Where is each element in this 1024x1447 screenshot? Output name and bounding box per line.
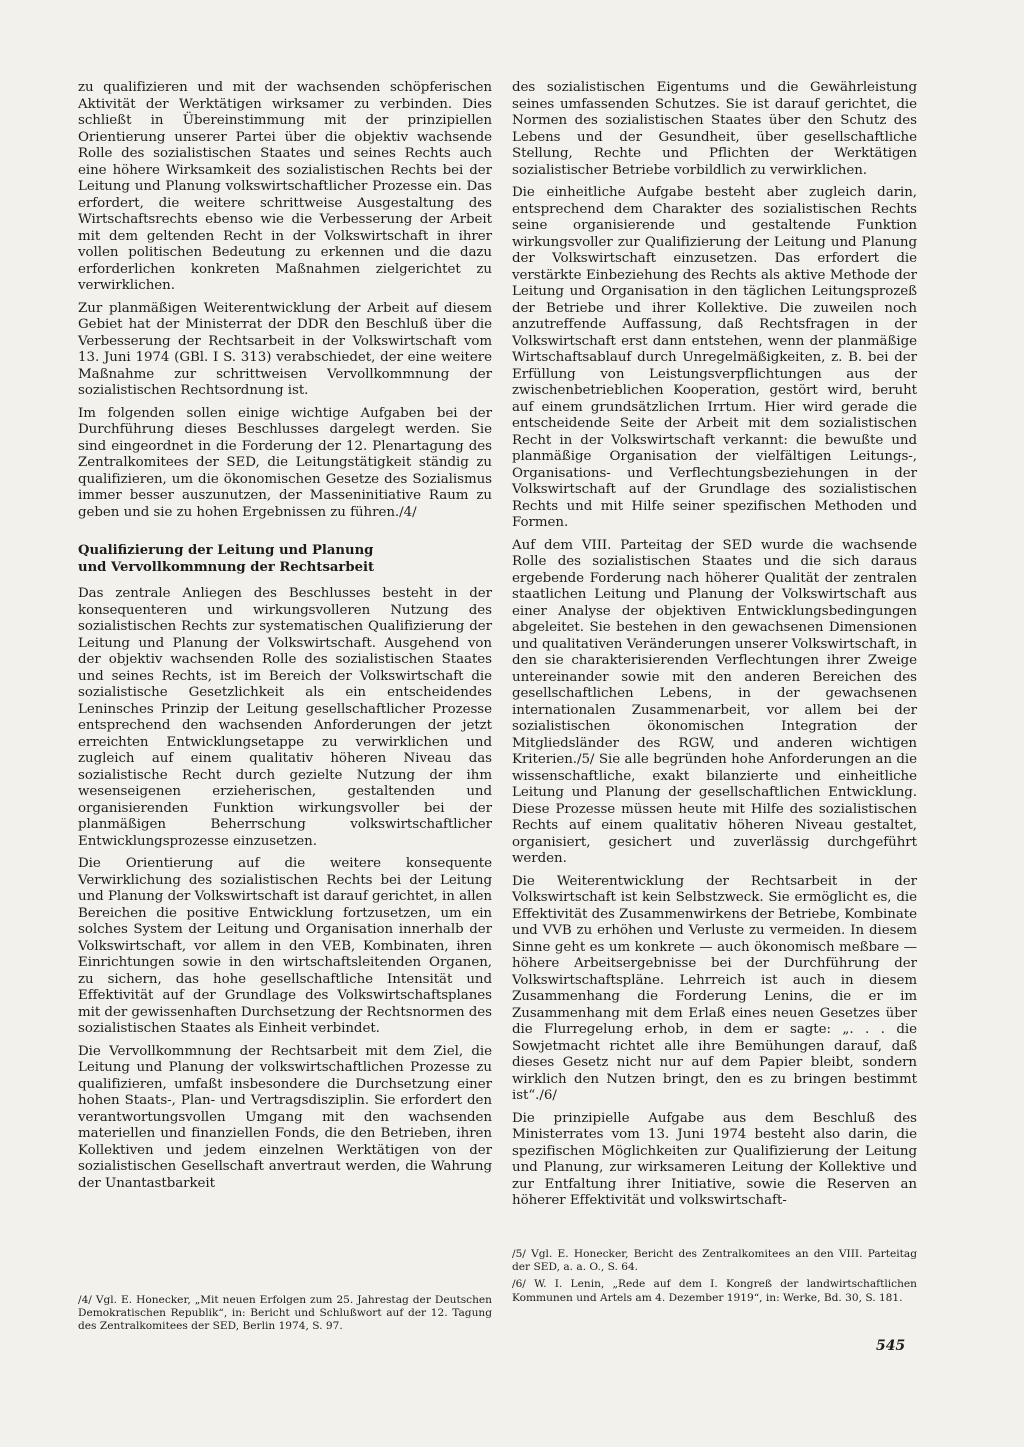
body-paragraph: zu qualifizieren und mit der wachsenden schöpferischen Aktivität der Werktätigen wirksamer zu verbinden. Dies schließt in Übereinstimmung mit der prinzipiellen Orientierung unserer Partei über die objektiv wachsende Rolle des sozialistischen Staates und seines Rechts auch eine höhere Wirksamkeit des sozialistischen Rechts bei der Leitung und Planung volkswirtschaftlicher Prozesse ein. Das erfordert, die weitere schrittweise Ausgestaltung des Wirtschaftsrechts ebenso wie die Verbesserung der Arbeit mit dem geltenden Recht in der Volkswirtschaft in ihrer vollen politischen Bedeutung zu erkennen und die dazu erforderlichen konkreten Maßnahmen zielgerichtet zu verwirklichen. [78, 80, 492, 293]
body-paragraph: Die einheitliche Aufgabe besteht aber zugleich darin, entsprechend dem Charakter des sozialistischen Rechts seine organisierende und gestaltende Funktion wirkungsvoller zur Qualifizierung der Leitung und Planung der Volkswirtschaft einzusetzen. Das erfordert die verstärkte Einbeziehung des Rechts als aktive Methode der Leitung und Organisation in den täglichen Leitungsprozeß der Betriebe und ihrer Kollektive. Die zuweilen noch anzutreffende Auffassung, daß Rechtsfragen in der Volkswirtschaft erst dann entstehen, wenn der planmäßige Wirtschaftsablauf durch Unregelmäßigkeiten, z. B. bei der Erfüllung von Leistungsverpflichtungen aus der zwischenbetrieblichen Kooperation, gestört wird, beruht auf einem grundsätzlichen Irrtum. Hier wird gerade die entscheidende Seite der Arbeit mit dem sozialistischen Recht in der Volkswirtschaft verkannt: die bewußte und planmäßige Organisation der vielfältigen Leitungs-, Organisations- und Verflechtungsbeziehungen in der Volkswirtschaft auf der Grundlage des sozialistischen Rechts und mit Hilfe seiner spezifischen Methoden und Formen. [512, 185, 917, 530]
footnotes-left [78, 1294, 492, 1338]
body-paragraph: Die prinzipielle Aufgabe aus dem Beschluß des Ministerrates vom 13. Juni 1974 besteht also darin, die spezifischen Möglichkeiten zur Qualifizierung der Leitung und Planung, zur wirksameren Leitung der Kollektive und zur Entfaltung ihrer Initiative, sowie die Reserven an höherer Effektivität und volkswirtschaft- [512, 1110, 917, 1208]
footnotes-right [512, 1248, 917, 1309]
body-paragraph: Die Vervollkommnung der Rechtsarbeit mit dem Ziel, die Leitung und Planung der volkswirtschaftlichen Prozesse zu qualifizieren, umfaßt insbesondere die Durchsetzung einer hohen Staats-, Plan- und Vertragsdisziplin. Sie erfordert den verantwortungsvollen Umgang mit den wachsenden materiellen und finanziellen Fonds, die den Betrieben, ihren Kollektiven und jedem einzelnen Werktätigen von der sozialistischen Gesellschaft anvertraut werden, die Wahrung der Unantastbarkeit [78, 1043, 492, 1191]
body-paragraph: Im folgenden sollen einige wichtige Aufgaben bei der Durchführung dieses Beschlusses dargelegt werden. Sie sind eingeordnet in die Forderung der 12. Plenartagung des Zentralkomitees der SED, die Leitungstätigkeit ständig zu qualifizieren, um die ökonomischen Gesetze des Sozialismus immer besser auszunutzen, der Masseninitiative Raum zu geben und sie zu hohen Ergebnissen zu führen./4/ [78, 405, 492, 520]
left-column [78, 80, 492, 1198]
footnote: /5/ Vgl. E. Honecker, Bericht des Zentralkomitees an den VIII. Parteitag der SED, a. a. O., S. 64. [512, 1248, 917, 1274]
body-paragraph: Zur planmäßigen Weiterentwicklung der Arbeit auf diesem Gebiet hat der Ministerrat der DDR den Beschluß über die Verbesserung der Rechtsarbeit in der Volkswirtschaft vom 13. Juni 1974 (GBl. I S. 313) verabschiedet, der eine weitere Maßnahme zur schrittweisen Vervollkommnung der sozialistischen Rechtsordnung ist. [78, 300, 492, 398]
body-paragraph: Die Weiterentwicklung der Rechtsarbeit in der Volkswirtschaft ist kein Selbstzweck. Sie ermöglicht es, die Effektivität des Zusammenwirkens der Betriebe, Kombinate und VVB zu erhöhen und Verluste zu vermeiden. In diesem Sinne geht es um konkrete — auch ökonomisch meßbare — höhere Arbeitsergebnisse bei der Durchführung der Volkswirtschaftspläne. Lehrreich ist auch in diesem Zusammenhang die Forderung Lenins, die er im Zusammenhang mit dem Erlaß eines neuen Gesetzes über die Flurregelung erhob, in dem er sagte: „. . . die Sowjetmacht richtet alle ihre Bemühungen darauf, daß dieses Gesetz nicht nur auf dem Papier bleibt, sondern wirklich den Nutzen bringt, den es zu bringen bestimmt ist“./6/ [512, 873, 917, 1103]
page-number: 545 [876, 1338, 906, 1354]
body-paragraph: Das zentrale Anliegen des Beschlusses besteht in der konsequenteren und wirkungsvolleren Nutzung des sozialistischen Rechts zur systematischen Qualifizierung der Leitung und Planung der Volkswirtschaft. Ausgehend von der objektiv wachsenden Rolle des sozialistischen Staates und seines Rechts, ist im Bereich der Volkswirtschaft die sozialistische Gesetzlichkeit als ein entscheidendes Leninsches Prinzip der Leitung gesellschaftlicher Prozesse entsprechend den wachsenden Anforderungen der jetzt erreichten Entwicklungsetappe zu verwirklichen und zugleich auf einem qualitativ höheren Niveau das sozialistische Recht durch gezielte Nutzung der ihm wesenseigenen erzieherischen, gestaltenden und organisierenden Funktion wirkungsvoller bei der planmäßigen Beherrschung volkswirtschaftlicher Entwicklungsprozesse einzusetzen. [78, 586, 492, 849]
footnote: /6/ W. I. Lenin, „Rede auf dem I. Kongreß der landwirtschaftlichen Kommunen und Artels am 4. Dezember 1919“, in: Werke, Bd. 30, S. 181. [512, 1278, 917, 1304]
section-heading-line: Qualifizierung der Leitung und Planung [78, 543, 374, 558]
footnote: /4/ Vgl. E. Honecker, „Mit neuen Erfolgen zum 25. Jahrestag der Deutschen Demokratischen Republik“, in: Bericht und Schlußwort auf der 12. Tagung des Zentralkomitees der SED, Berlin 1974, S. 97. [78, 1294, 492, 1333]
body-paragraph: des sozialistischen Eigentums und die Gewährleistung seines umfassenden Schutzes. Sie ist darauf gerichtet, die Normen des sozialistischen Staates über den Schutz des Lebens und der Gesundheit, über gesellschaftliche Stellung, Rechte und Pflichten der Werktätigen sozialistischer Betriebe vorbildlich zu verwirklichen. [512, 80, 917, 178]
body-paragraph: Die Orientierung auf die weitere konsequente Verwirklichung des sozialistischen Rechts bei der Leitung und Planung der Volkswirtschaft ist darauf gerichtet, in allen Bereichen die positive Entwicklung fortzusetzen, um ein solches System der Leitung und Organisation innerhalb der Volkswirtschaft, vor allem in den VEB, Kombinaten, ihren Einrichtungen sowie in den wirtschaftsleitenden Organen, zu sichern, das hohe gesellschaftliche Intensität und Effektivität auf der Grundlage des Volkswirtschaftsplanes mit der gewissenhaften Durchsetzung der Rechtsnormen des sozialistischen Staates als Einheit verbindet. [78, 856, 492, 1036]
section-heading [78, 543, 492, 576]
right-column [512, 80, 917, 1216]
section-heading-line: und Vervollkommnung der Rechtsarbeit [78, 559, 375, 575]
body-paragraph: Auf dem VIII. Parteitag der SED wurde die wachsende Rolle des sozialistischen Staates und die sich daraus ergebende Forderung nach höherer Qualität der zentralen staatlichen Leitung und Planung der Volkswirtschaft aus einer Analyse der objektiven Entwicklungsbedingungen abgeleitet. Sie bestehen in den gewachsenen Dimensionen und qualitativen Veränderungen unserer Volkswirtschaft, in den sie charakterisierenden Verflechtungen ihrer Zweige untereinander sowie mit den anderen Bereichen des gesellschaftlichen Lebens, in der gewachsenen internationalen Zusammenarbeit, vor allem bei der sozialistischen ökonomischen Integration der Mitgliedsländer des RGW, und anderen wichtigen Kriterien./5/ Sie alle begründen hohe Anforderungen an die wissenschaftliche, exakt bilanzierte und einheitliche Leitung und Planung der gesellschaftlichen Entwicklung. Diese Prozesse müssen heute mit Hilfe des sozialistischen Rechts auf einem qualitativ höheren Niveau gestaltet, organisiert, gesichert und zuverlässig durchgeführt werden. [512, 537, 917, 866]
